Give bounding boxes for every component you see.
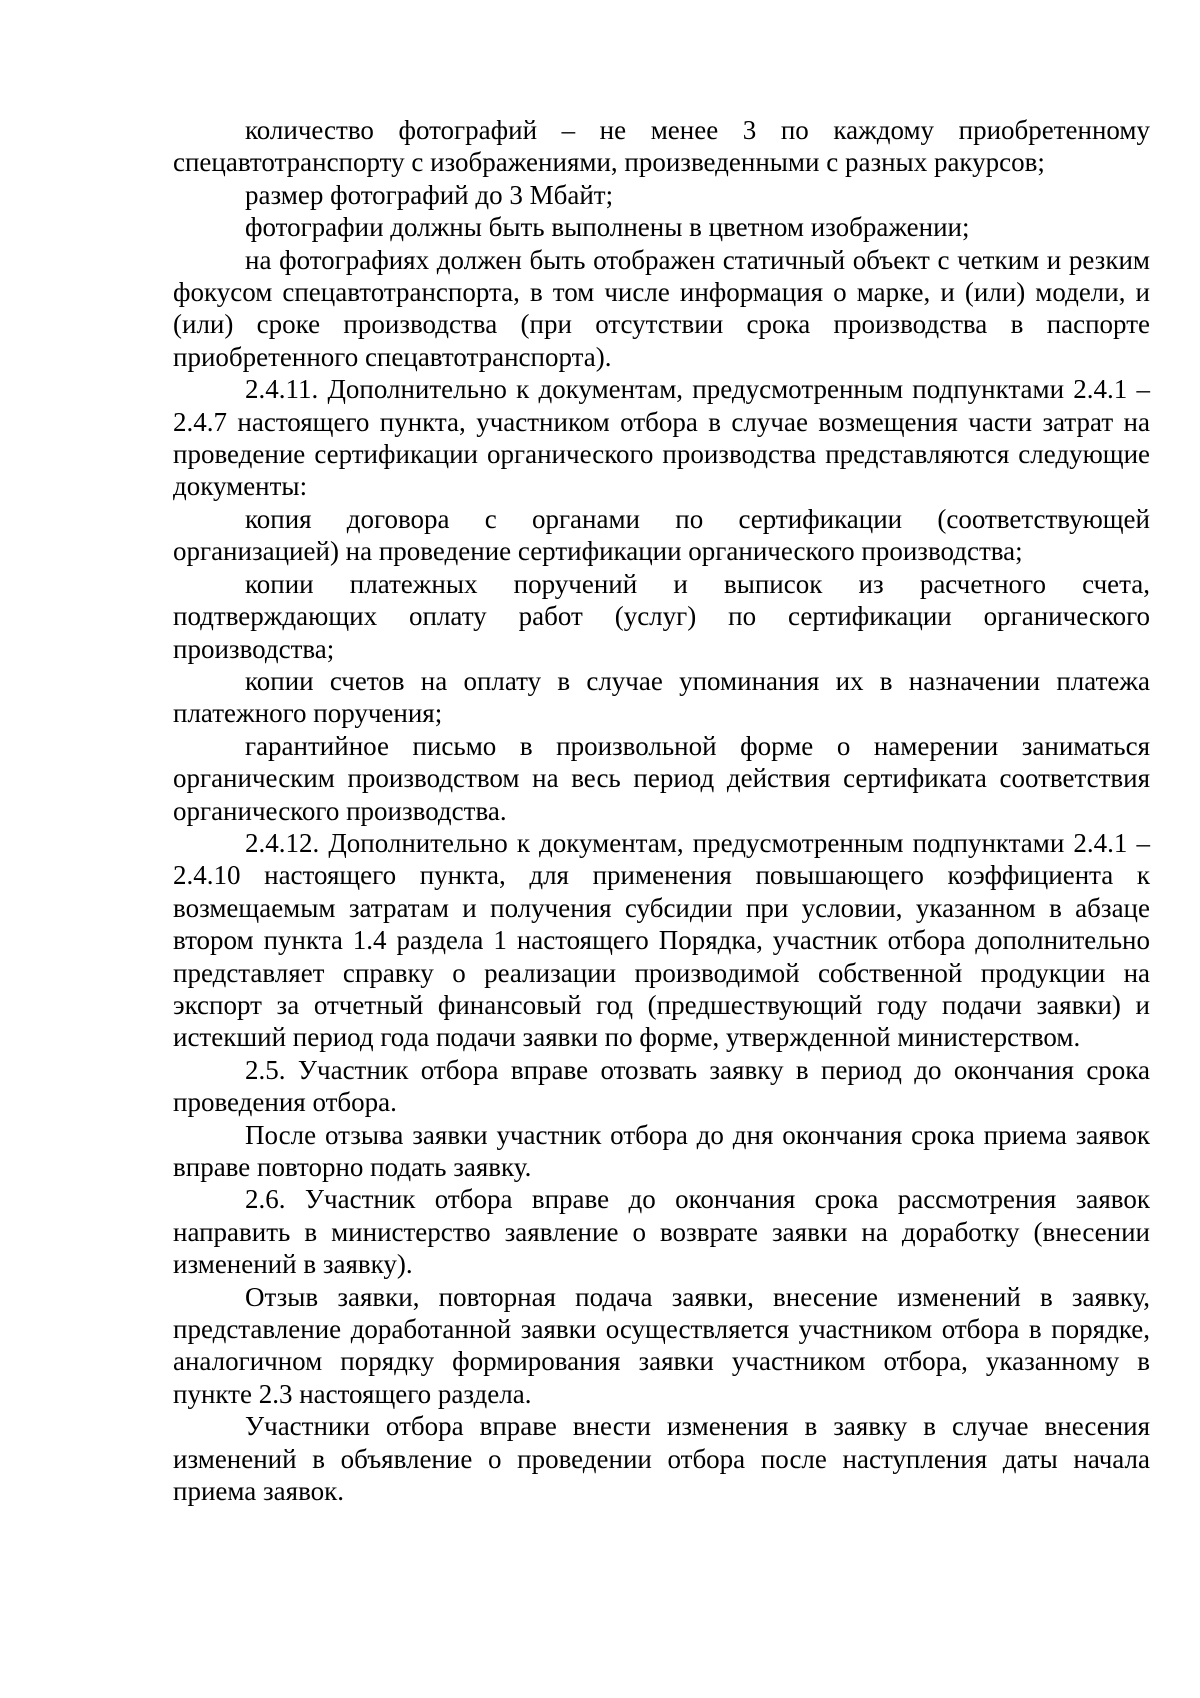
paragraph-payment-copies: копии платежных поручений и выписок из расчетного счета, подтверждающих оплату работ (услуг) по сертификации органического производства; [173,568,1150,664]
paragraph-photo-count: количество фотографий – не менее 3 по каждому приобретенному спецавтотранспорту с изображениями, произведенными с разных ракурсов; [173,115,1150,178]
paragraph-2-5: 2.5. Участник отбора вправе отозвать заявку в период до окончания срока проведения отбора. [173,1054,1150,1118]
document-body [173,114,1150,1507]
paragraph-2-6: 2.6. Участник отбора вправе до окончания срока рассмотрения заявок направить в министерство заявление о возврате заявки на доработку (внесении изменений в заявку). [173,1184,1150,1280]
paragraph-2-4-11: 2.4.11. Дополнительно к документам, предусмотренным подпунктами 2.4.1 – 2.4.7 настоящего пункта, участником отбора в случае возмещения части затрат на проведение сертификации органического производства представляются следующие документы: [173,374,1150,502]
paragraph-changes-to-application: Участники отбора вправе внести изменения в заявку в случае внесения изменений в объявление о проведении отбора после наступления даты начала приема заявок. [173,1411,1150,1507]
paragraph-2-4-12: 2.4.12. Дополнительно к документам, предусмотренным подпунктами 2.4.1 – 2.4.10 настоящего пункта, для применения повышающего коэффициента к возмещаемым затратам и получения субсидии при условии, указанном в абзаце втором пункта 1.4 раздела 1 настоящего Порядка, участник отбора дополнительно представляет справку о реализации производимой собственной продукции на экспорт за отчетный финансовый год (предшествующий году подачи заявки) и истекший период года подачи заявки по форме, утвержденной министерством. [173,827,1150,1053]
paragraph-photo-size: размер фотографий до 3 Мбайт; [245,179,614,210]
paragraph-contract-copy: копия договора с органами по сертификации (соответствующей организацией) на проведение сертификации органического производства; [173,503,1150,567]
paragraph-guarantee-letter: гарантийное письмо в произвольной форме о намерении заниматься органическим производством на весь период действия сертификата соответствия органического производства. [173,730,1150,826]
paragraph-photo-color: фотографии должны быть выполнены в цветном изображении; [245,212,970,243]
paragraph-invoice-copies: копии счетов на оплату в случае упоминания их в назначении платежа платежного поручения; [173,665,1150,729]
paragraph-withdrawal-procedure: Отзыв заявки, повторная подача заявки, внесение изменений в заявку, представление доработанной заявки осуществляется участником отбора в порядке, аналогичном порядку формирования заявки участником отбора, указанному в пункте 2.3 настоящего раздела. [173,1281,1150,1409]
paragraph-photo-object: на фотографиях должен быть отображен статичный объект с четким и резким фокусом спецавтотранспорта, в том числе информация о марке, и (или) модели, и (или) сроке производства (при отсутствии срока производства в паспорте приобретенного спецавтотранспорта). [173,244,1150,372]
paragraph-resubmit: После отзыва заявки участник отбора до дня окончания срока приема заявок вправе повторно подать заявку. [173,1119,1150,1182]
